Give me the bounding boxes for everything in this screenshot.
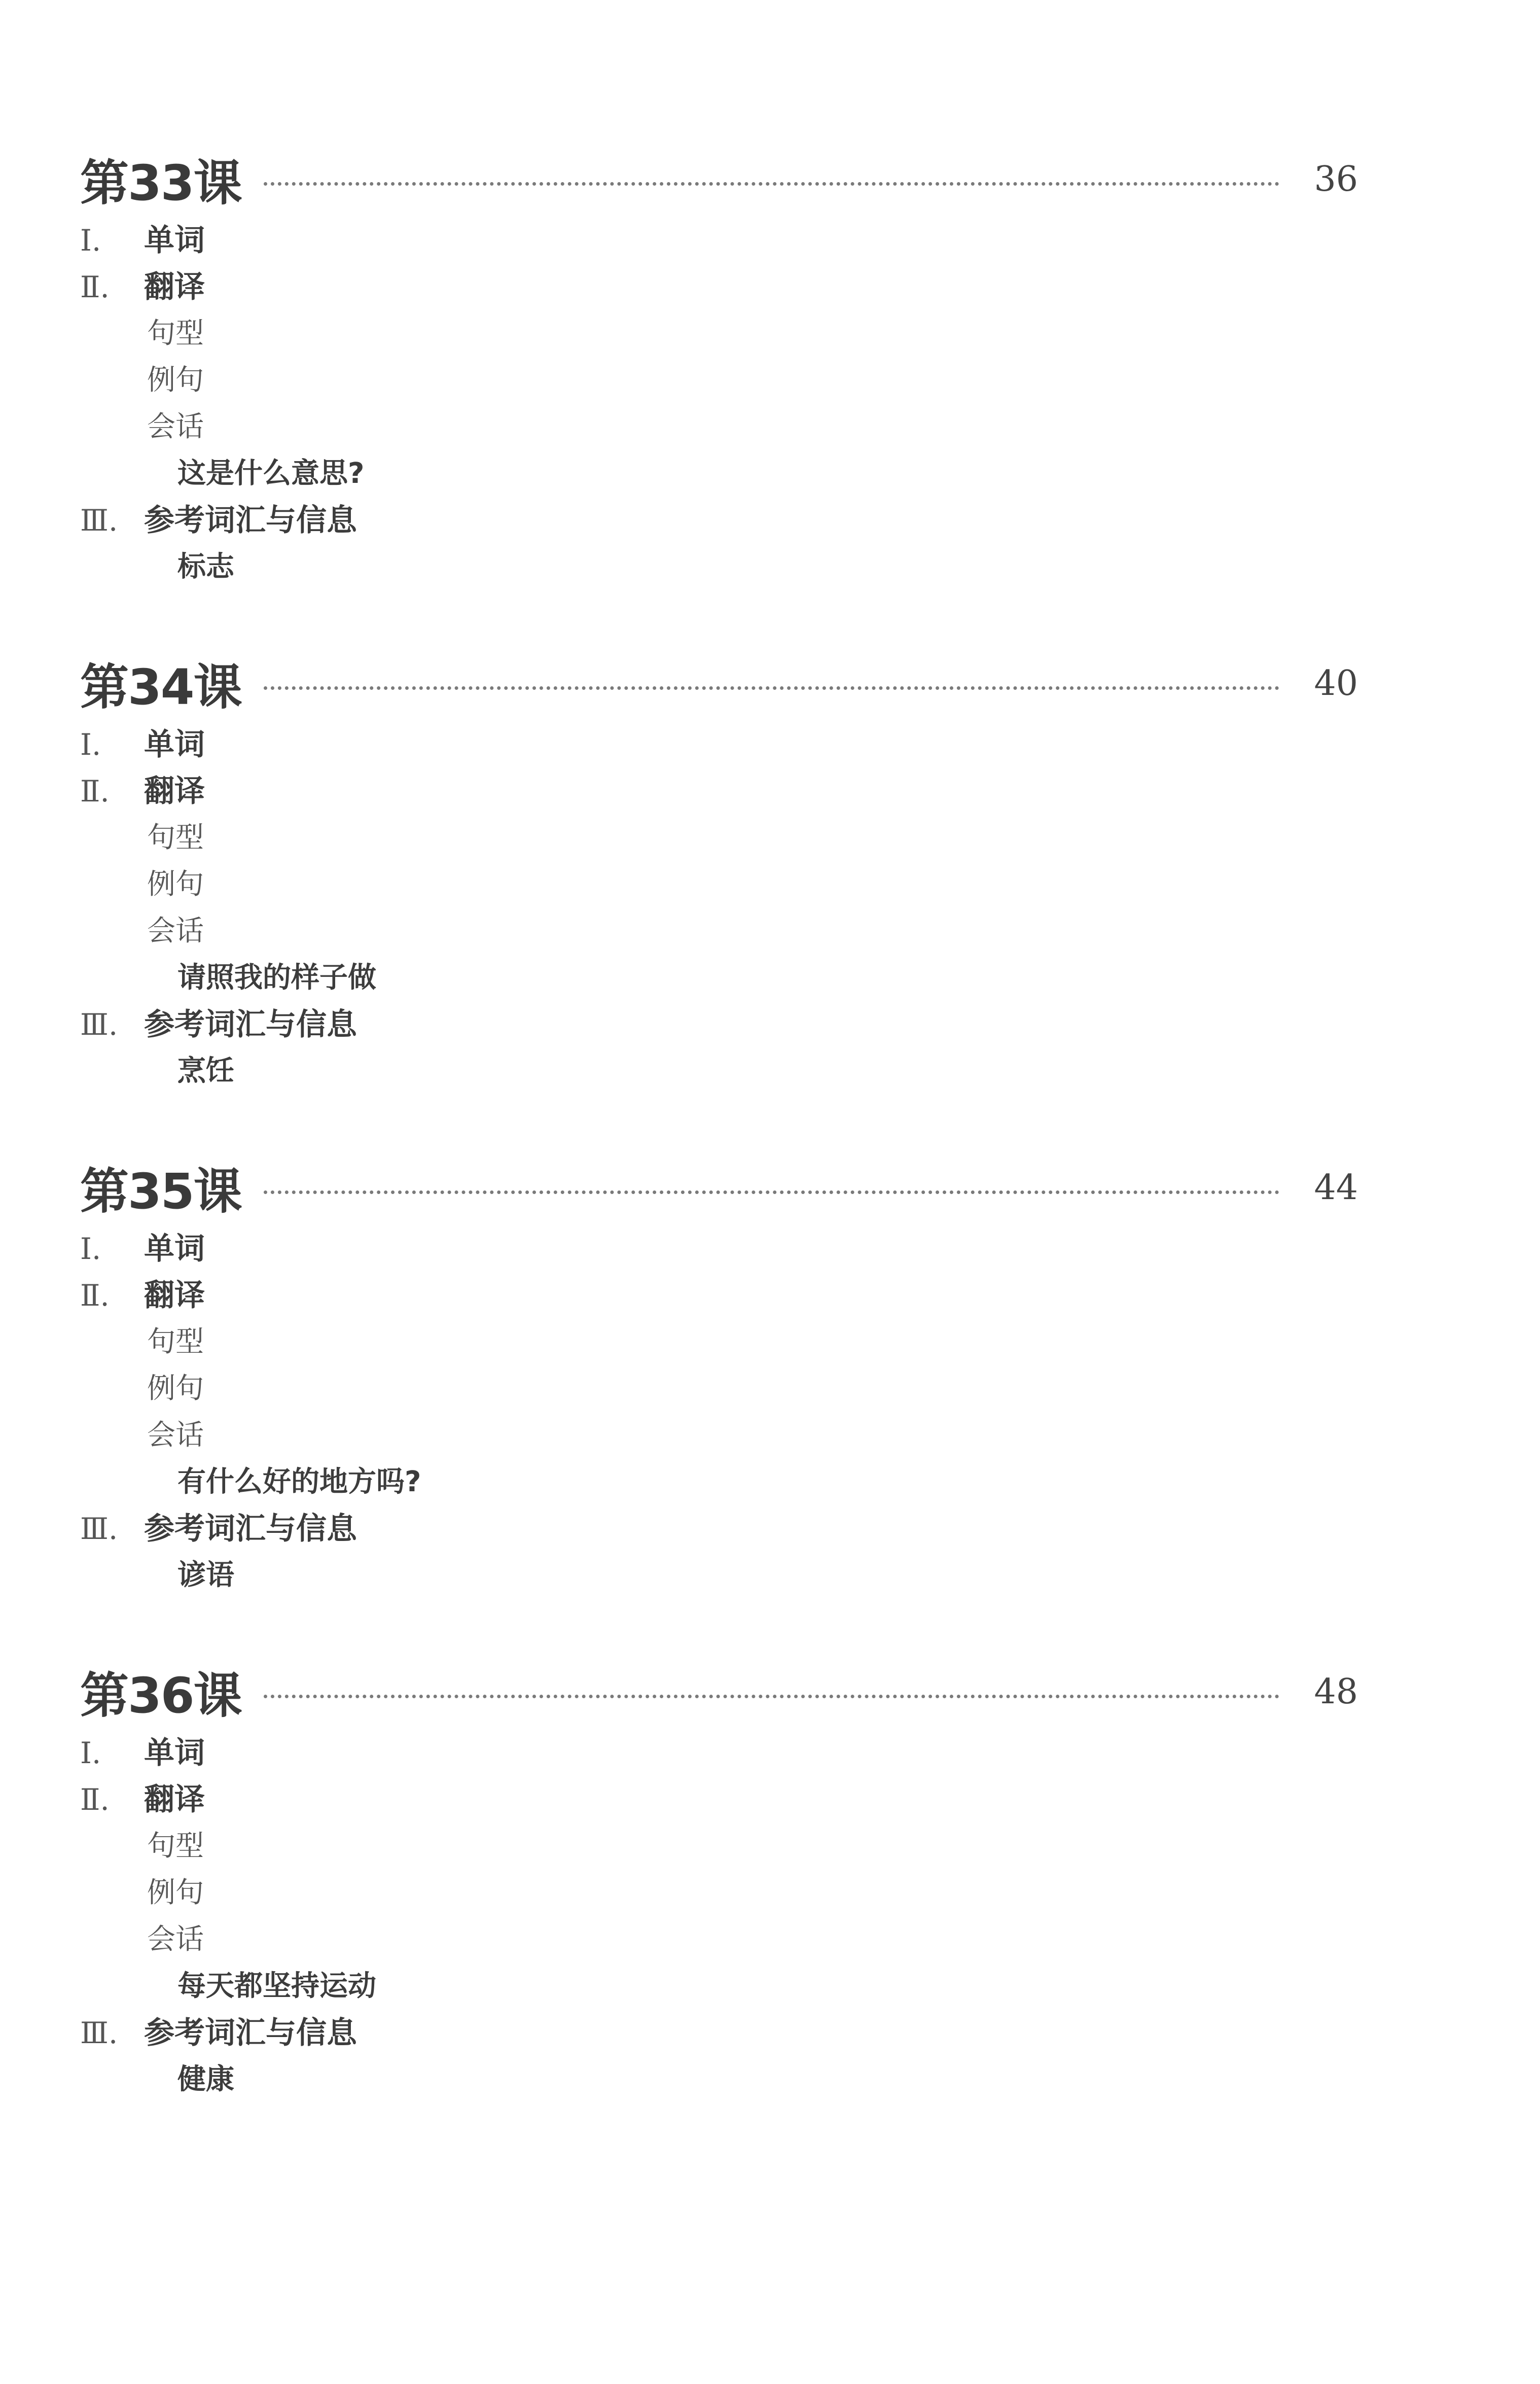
lesson-header[interactable] — [80, 645, 1358, 721]
lesson-title[interactable]: 第33课 — [80, 154, 241, 212]
lesson-entry-33 — [80, 141, 1358, 590]
section-numeral: Ⅰ. — [80, 727, 101, 762]
dot-leader — [264, 1190, 1280, 1194]
section-row-translation[interactable] — [80, 1776, 1358, 1823]
section-row-words[interactable] — [80, 1225, 1358, 1272]
subsection-row[interactable]: 会话 — [147, 410, 204, 443]
subsection-row[interactable]: 句型 — [147, 1830, 204, 1863]
section-label: 参考词汇与信息 — [144, 1007, 357, 1042]
section-row-reference[interactable] — [80, 1505, 1358, 1552]
page-number: 48 — [1314, 1671, 1358, 1712]
section-row-reference[interactable] — [80, 497, 1358, 544]
subsection-row[interactable]: 会话 — [147, 1923, 204, 1956]
section-row-reference[interactable] — [80, 2010, 1358, 2056]
dot-leader — [264, 1695, 1280, 1698]
section-label: 翻译 — [144, 269, 205, 305]
lesson-title[interactable]: 第35课 — [80, 1163, 241, 1220]
section-row-translation[interactable] — [80, 264, 1358, 310]
section-label: 翻译 — [144, 1782, 205, 1817]
section-row-translation[interactable] — [80, 768, 1358, 815]
section-label: 翻译 — [144, 774, 205, 809]
page-number: 36 — [1314, 159, 1358, 199]
section-label: 翻译 — [144, 1278, 205, 1313]
reference-topic[interactable]: 谚语 — [177, 1559, 234, 1592]
section-numeral: Ⅲ. — [80, 1512, 118, 1546]
section-label: 单词 — [144, 1735, 205, 1771]
reference-topic[interactable]: 标志 — [177, 550, 234, 583]
dialogue-title[interactable]: 有什么好的地方吗? — [177, 1465, 421, 1498]
lesson-title[interactable]: 第36课 — [80, 1667, 241, 1724]
section-label: 单词 — [144, 1231, 205, 1267]
section-row-words[interactable] — [80, 1730, 1358, 1776]
section-numeral: Ⅱ. — [80, 270, 110, 304]
section-row-words[interactable] — [80, 217, 1358, 264]
page-number: 40 — [1314, 663, 1358, 704]
section-label: 参考词汇与信息 — [144, 503, 357, 538]
dot-leader — [264, 686, 1280, 690]
subsection-row[interactable]: 会话 — [147, 1419, 204, 1452]
section-row-words[interactable] — [80, 721, 1358, 768]
subsection-row[interactable]: 句型 — [147, 821, 204, 854]
reference-topic[interactable]: 烹饪 — [177, 1055, 234, 1088]
section-numeral: Ⅰ. — [80, 223, 101, 258]
section-label: 参考词汇与信息 — [144, 2015, 357, 2051]
subsection-row[interactable]: 句型 — [147, 1325, 204, 1358]
lesson-entry-35 — [80, 1149, 1358, 1599]
section-label: 参考词汇与信息 — [144, 1511, 357, 1547]
section-numeral: Ⅰ. — [80, 1232, 101, 1266]
section-numeral: Ⅱ. — [80, 1782, 110, 1817]
section-label: 单词 — [144, 223, 205, 258]
subsection-row[interactable]: 例句 — [147, 868, 204, 901]
page-number: 44 — [1314, 1167, 1358, 1208]
lesson-entry-36 — [80, 1654, 1358, 2103]
subsection-row[interactable]: 例句 — [147, 364, 204, 397]
dialogue-title[interactable]: 请照我的样子做 — [177, 961, 376, 994]
section-numeral: Ⅰ. — [80, 1736, 101, 1770]
dialogue-title[interactable]: 这是什么意思? — [177, 457, 365, 490]
section-row-translation[interactable] — [80, 1272, 1358, 1319]
reference-topic[interactable]: 健康 — [177, 2063, 234, 2096]
lesson-header[interactable] — [80, 1149, 1358, 1225]
lesson-entry-34 — [80, 645, 1358, 1095]
section-numeral: Ⅱ. — [80, 1278, 110, 1313]
dialogue-title[interactable]: 每天都坚持运动 — [177, 1970, 376, 2003]
lesson-title[interactable]: 第34课 — [80, 658, 241, 716]
lesson-header[interactable] — [80, 141, 1358, 217]
section-row-reference[interactable] — [80, 1001, 1358, 1048]
section-numeral: Ⅲ. — [80, 503, 118, 538]
section-numeral: Ⅲ. — [80, 2016, 118, 2050]
dot-leader — [264, 182, 1280, 186]
section-label: 单词 — [144, 727, 205, 762]
subsection-row[interactable]: 句型 — [147, 317, 204, 350]
subsection-row[interactable]: 例句 — [147, 1372, 204, 1405]
section-numeral: Ⅲ. — [80, 1007, 118, 1042]
section-numeral: Ⅱ. — [80, 774, 110, 809]
subsection-row[interactable]: 会话 — [147, 915, 204, 948]
lesson-header[interactable] — [80, 1654, 1358, 1730]
subsection-row[interactable]: 例句 — [147, 1876, 204, 1909]
